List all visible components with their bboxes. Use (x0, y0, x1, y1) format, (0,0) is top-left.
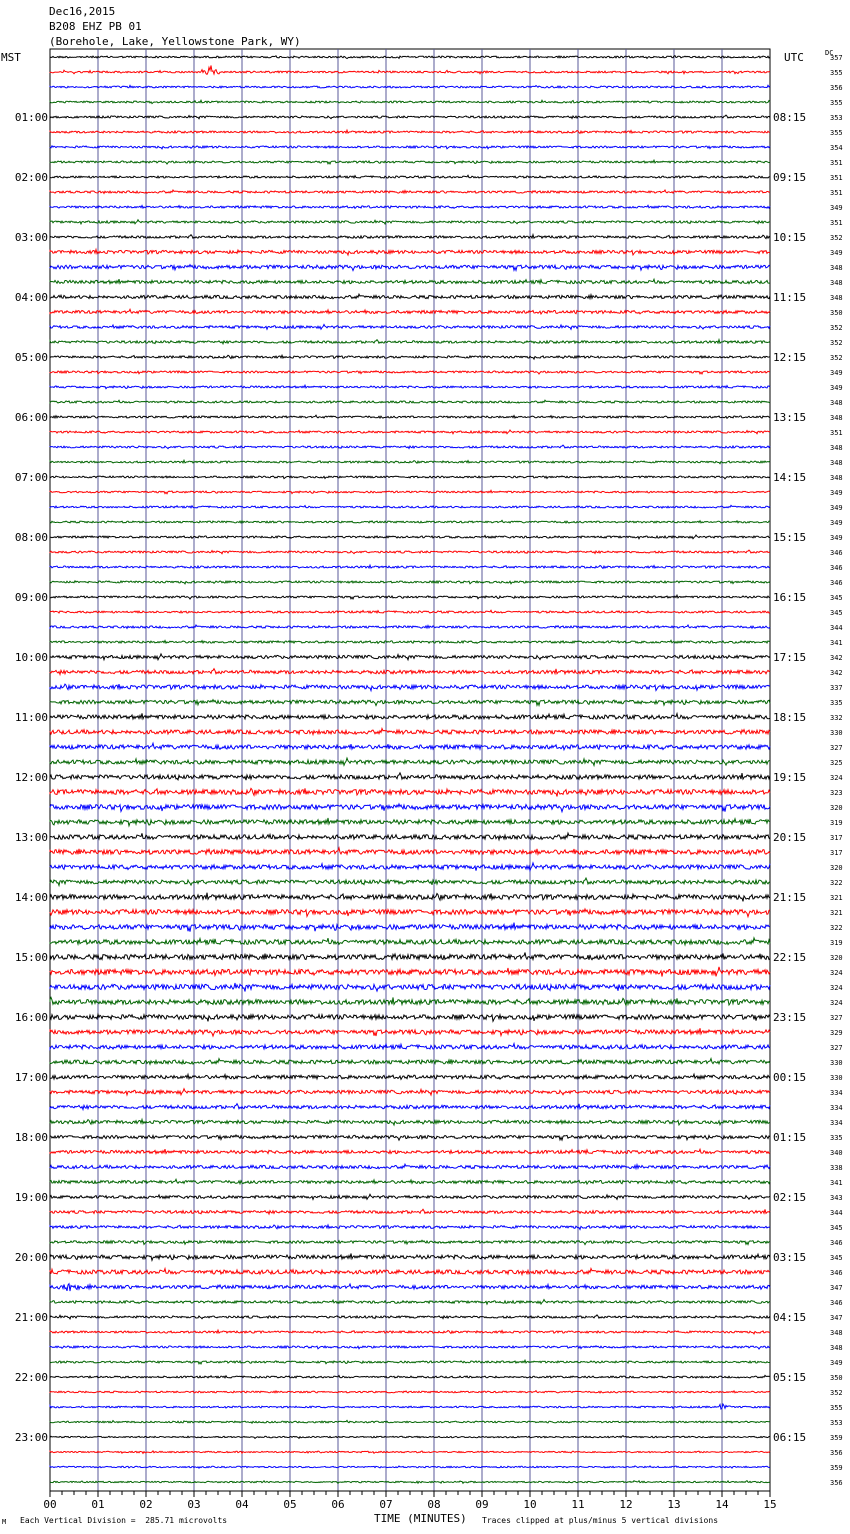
dc-offset-label: 332 (830, 714, 843, 722)
trace-row (50, 1028, 770, 1036)
x-tick-label: 08 (427, 1498, 441, 1511)
trace-row (50, 804, 770, 812)
left-hour-label: 21:00 (14, 1311, 48, 1324)
right-hour-label: 08:15 (773, 111, 807, 124)
dc-offset-label: 320 (830, 864, 843, 872)
trace-row (50, 953, 770, 960)
trace-row (50, 1284, 770, 1291)
trace-row (50, 520, 770, 523)
trace-row (50, 115, 770, 119)
plot-date: Dec16,2015 (49, 5, 116, 18)
dc-offset-label: 349 (830, 504, 843, 512)
dc-offset-label: 330 (830, 1059, 843, 1067)
trace-row (50, 833, 770, 840)
left-hour-label: 05:00 (14, 351, 48, 364)
x-tick-label: 02 (139, 1498, 153, 1511)
x-tick-label: 04 (235, 1498, 249, 1511)
trace-row (50, 130, 770, 133)
dc-offset-label: 355 (830, 69, 843, 77)
trace-row (50, 1120, 770, 1126)
x-tick-label: 05 (283, 1498, 297, 1511)
trace-row (50, 309, 770, 314)
trace-row (50, 100, 770, 103)
dc-offset-label: 350 (830, 1374, 843, 1382)
left-timezone-label: MST (1, 51, 21, 64)
left-hour-label: 10:00 (14, 651, 48, 664)
x-tick-label: 07 (379, 1498, 393, 1511)
x-tick-label: 03 (187, 1498, 201, 1511)
right-hour-label: 06:15 (773, 1431, 807, 1444)
right-hour-label: 21:15 (773, 891, 807, 904)
trace-row (50, 220, 770, 224)
dc-offset-label: 324 (830, 774, 843, 782)
trace-row (50, 490, 770, 493)
x-tick-label: 14 (715, 1498, 729, 1511)
left-hour-label: 13:00 (14, 831, 48, 844)
dc-offset-label: 352 (830, 339, 843, 347)
trace-row (50, 279, 770, 284)
trace-row (50, 1044, 770, 1049)
trace-row (50, 535, 770, 539)
trace-row (50, 758, 770, 765)
dc-offset-label: 346 (830, 579, 843, 587)
station-channel: B208 EHZ PB 01 (49, 20, 142, 33)
dc-offset-label: 335 (830, 1134, 843, 1142)
dc-offset-label: 319 (830, 819, 843, 827)
dc-offset-label: 345 (830, 609, 843, 617)
right-timezone-label: UTC (784, 51, 804, 64)
dc-offset-label: 353 (830, 1419, 843, 1427)
x-tick-label: 00 (43, 1498, 57, 1511)
left-hour-label: 23:00 (14, 1431, 48, 1444)
trace-row (50, 909, 770, 917)
dc-offset-label: 340 (830, 1149, 843, 1157)
dc-offset-label: 347 (830, 1284, 843, 1292)
x-tick-label: 06 (331, 1498, 345, 1511)
scale-note: Each Vertical Division = 285.71 microvolts (20, 1516, 228, 1525)
x-tick-label: 09 (475, 1498, 489, 1511)
dc-offset-label: 345 (830, 594, 843, 602)
left-hour-label: 18:00 (14, 1131, 48, 1144)
right-hour-label: 17:15 (773, 651, 807, 664)
right-hour-label: 03:15 (773, 1251, 807, 1264)
trace-row (50, 1420, 770, 1423)
trace-row (50, 1194, 770, 1199)
dc-offset-label: 351 (830, 159, 843, 167)
x-tick-label: 12 (619, 1498, 633, 1511)
trace-row (50, 729, 770, 735)
trace-row (50, 818, 770, 826)
trace-row (50, 294, 770, 299)
left-hour-label: 09:00 (14, 591, 48, 604)
trace-row (50, 1466, 770, 1468)
dc-offset-label: 348 (830, 1344, 843, 1352)
dc-offset-label: 349 (830, 369, 843, 377)
dc-offset-label: 348 (830, 459, 843, 467)
trace-row (50, 773, 770, 780)
trace-row (50, 415, 770, 418)
dc-offset-label: 352 (830, 354, 843, 362)
dc-offset-label: 349 (830, 489, 843, 497)
trace-row (50, 923, 770, 932)
left-hour-label: 19:00 (14, 1191, 48, 1204)
dc-offset-label: 348 (830, 444, 843, 452)
trace-row (50, 56, 770, 59)
trace-row (50, 1451, 770, 1454)
left-hour-label: 08:00 (14, 531, 48, 544)
trace-row (50, 788, 770, 796)
clip-note: Traces clipped at plus/minus 5 vertical divisions (482, 1516, 719, 1525)
dc-offset-label: 319 (830, 939, 843, 947)
trace-row (50, 205, 770, 208)
trace-row (50, 1149, 770, 1154)
left-hour-label: 17:00 (14, 1071, 48, 1084)
dc-offset-label: 355 (830, 99, 843, 107)
dc-offset-label: 327 (830, 1044, 843, 1052)
dc-offset-label: 350 (830, 309, 843, 317)
trace-row (50, 1375, 770, 1378)
left-hour-label: 22:00 (14, 1371, 48, 1384)
dc-offset-label: 325 (830, 759, 843, 767)
x-tick-label: 11 (571, 1498, 585, 1511)
dc-offset-label: 352 (830, 234, 843, 242)
dc-offset-label: 321 (830, 894, 843, 902)
trace-row (50, 669, 770, 675)
trace-row (50, 743, 770, 750)
trace-row (50, 848, 770, 855)
trace-row (50, 325, 770, 330)
dc-offset-label: 346 (830, 1299, 843, 1307)
trace-row (50, 581, 770, 584)
trace-row (50, 610, 770, 613)
trace-row (50, 460, 770, 463)
dc-offset-label: 335 (830, 699, 843, 707)
dc-offset-label: 324 (830, 969, 843, 977)
dc-offset-label: 327 (830, 1014, 843, 1022)
trace-row (50, 1300, 770, 1305)
dc-offset-label: 356 (830, 1449, 843, 1457)
dc-offset-label: 356 (830, 1479, 843, 1487)
dc-offset-label: 349 (830, 534, 843, 542)
dc-offset-label: 348 (830, 294, 843, 302)
left-hour-label: 16:00 (14, 1011, 48, 1024)
dc-offset-label: 348 (830, 414, 843, 422)
right-hour-label: 18:15 (773, 711, 807, 724)
trace-row (50, 175, 770, 178)
trace-row (50, 85, 770, 88)
trace-row (50, 700, 770, 706)
trace-row (50, 640, 770, 643)
dc-offset-label: 351 (830, 429, 843, 437)
right-hour-label: 19:15 (773, 771, 807, 784)
x-tick-label: 01 (91, 1498, 105, 1511)
right-hour-label: 04:15 (773, 1311, 807, 1324)
trace-row (50, 340, 770, 344)
dc-offset-label: 355 (830, 129, 843, 137)
left-hour-label: 03:00 (14, 231, 48, 244)
dc-offset-label: 341 (830, 639, 843, 647)
dc-offset-label: 330 (830, 1074, 843, 1082)
dc-offset-label: 347 (830, 1314, 843, 1322)
dc-offset-label: 353 (830, 114, 843, 122)
dc-offset-label: 349 (830, 204, 843, 212)
dc-offset-label: 351 (830, 189, 843, 197)
dc-offset-label: 359 (830, 1434, 843, 1442)
dc-offset-label: 349 (830, 1359, 843, 1367)
trace-row (50, 938, 770, 945)
dc-offset-label: 321 (830, 909, 843, 917)
dc-offset-label: 349 (830, 384, 843, 392)
dc-offset-label: 317 (830, 834, 843, 842)
dc-offset-label: 324 (830, 999, 843, 1007)
trace-row (50, 385, 770, 389)
trace-row (50, 430, 770, 434)
dc-offset-label: 320 (830, 954, 843, 962)
right-hour-label: 23:15 (773, 1011, 807, 1024)
right-hour-label: 22:15 (773, 951, 807, 964)
dc-offset-label: 338 (830, 1164, 843, 1172)
trace-row (50, 476, 770, 479)
trace-row (50, 565, 770, 568)
x-tick-label: 10 (523, 1498, 537, 1511)
left-hour-label: 04:00 (14, 291, 48, 304)
trace-row (50, 445, 770, 449)
trace-row (50, 190, 770, 193)
dc-offset-label: 345 (830, 1224, 843, 1232)
x-tick-label: 15 (763, 1498, 777, 1511)
dc-offset-label: 359 (830, 1464, 843, 1472)
dc-offset-label: 337 (830, 684, 843, 692)
trace-row (50, 250, 770, 256)
dc-offset-label: 348 (830, 1329, 843, 1337)
trace-row (50, 595, 770, 599)
dc-offset-label: 346 (830, 549, 843, 557)
dc-offset-label: 351 (830, 174, 843, 182)
trace-row (50, 863, 770, 871)
trace-row (50, 1330, 770, 1334)
dc-offset-label: 352 (830, 324, 843, 332)
trace-row (50, 1089, 770, 1095)
dc-offset-label: 349 (830, 519, 843, 527)
right-hour-label: 00:15 (773, 1071, 807, 1084)
dc-offset-label: 352 (830, 1389, 843, 1397)
trace-row (50, 1404, 770, 1409)
dc-offset-label: 349 (830, 249, 843, 257)
trace-row (50, 355, 770, 359)
trace-row (50, 1014, 770, 1021)
dc-offset-label: 356 (830, 84, 843, 92)
dc-offset-label: 317 (830, 849, 843, 857)
trace-row (50, 1346, 770, 1349)
left-hour-label: 20:00 (14, 1251, 48, 1264)
trace-row (50, 983, 770, 992)
dc-column-label: DC (825, 49, 834, 57)
trace-row (50, 400, 770, 403)
trace-row (50, 1209, 770, 1214)
dc-offset-label: 342 (830, 669, 843, 677)
dc-offset-label: 329 (830, 1029, 843, 1037)
dc-offset-label: 355 (830, 1404, 843, 1412)
right-hour-label: 01:15 (773, 1131, 807, 1144)
dc-offset-label: 322 (830, 924, 843, 932)
dc-offset-label: 348 (830, 399, 843, 407)
dc-offset-label: 344 (830, 1209, 843, 1217)
trace-row (50, 1269, 770, 1275)
trace-row (50, 1240, 770, 1244)
left-hour-label: 14:00 (14, 891, 48, 904)
dc-offset-label: 323 (830, 789, 843, 797)
right-hour-label: 15:15 (773, 531, 807, 544)
left-hour-label: 02:00 (14, 171, 48, 184)
left-hour-label: 06:00 (14, 411, 48, 424)
trace-row (50, 1315, 770, 1319)
trace-row (50, 505, 770, 508)
dc-offset-label: 348 (830, 264, 843, 272)
trace-row (50, 967, 770, 977)
trace-row (50, 265, 770, 271)
x-tick-label: 13 (667, 1498, 681, 1511)
dc-offset-label: 354 (830, 144, 843, 152)
trace-row (50, 160, 770, 164)
right-hour-label: 20:15 (773, 831, 807, 844)
trace-row (50, 371, 770, 374)
right-hour-label: 14:15 (773, 471, 807, 484)
trace-row (50, 1254, 770, 1261)
dc-offset-label: 322 (830, 879, 843, 887)
right-hour-label: 10:15 (773, 231, 807, 244)
trace-row (50, 1135, 770, 1140)
dc-offset-label: 346 (830, 1269, 843, 1277)
right-hour-label: 09:15 (773, 171, 807, 184)
left-hour-label: 12:00 (14, 771, 48, 784)
right-hour-label: 11:15 (773, 291, 807, 304)
dc-offset-label: 324 (830, 984, 843, 992)
footer-mark: M (2, 1518, 7, 1526)
dc-offset-label: 351 (830, 219, 843, 227)
trace-row (50, 713, 770, 719)
dc-offset-label: 348 (830, 474, 843, 482)
right-hour-label: 13:15 (773, 411, 807, 424)
dc-offset-label: 357 (830, 54, 843, 62)
trace-row (50, 654, 770, 660)
dc-offset-label: 341 (830, 1179, 843, 1187)
trace-row (50, 1059, 770, 1065)
dc-offset-label: 346 (830, 1239, 843, 1247)
trace-row (50, 1179, 770, 1184)
dc-offset-label: 344 (830, 624, 843, 632)
right-hour-label: 02:15 (773, 1191, 807, 1204)
right-hour-label: 16:15 (773, 591, 807, 604)
trace-row (50, 1164, 770, 1169)
left-hour-label: 11:00 (14, 711, 48, 724)
dc-offset-label: 327 (830, 744, 843, 752)
right-hour-label: 05:15 (773, 1371, 807, 1384)
dc-offset-label: 320 (830, 804, 843, 812)
trace-row (50, 550, 770, 554)
trace-row (50, 1225, 770, 1230)
dc-offset-label: 342 (830, 654, 843, 662)
x-axis-title: TIME (MINUTES) (374, 1512, 467, 1525)
dc-offset-label: 334 (830, 1104, 843, 1112)
trace-row (50, 1104, 770, 1110)
trace-row (50, 1074, 770, 1079)
trace-row (50, 1481, 770, 1484)
right-hour-label: 12:15 (773, 351, 807, 364)
trace-row (50, 878, 770, 885)
trace-row (50, 235, 770, 239)
left-hour-label: 07:00 (14, 471, 48, 484)
dc-offset-label: 346 (830, 564, 843, 572)
trace-row (50, 1391, 770, 1393)
trace-row (50, 684, 770, 691)
dc-offset-label: 334 (830, 1119, 843, 1127)
left-hour-label: 01:00 (14, 111, 48, 124)
trace-row (50, 893, 770, 902)
dc-offset-label: 348 (830, 279, 843, 287)
trace-row (50, 997, 770, 1005)
left-hour-label: 15:00 (14, 951, 48, 964)
station-site: (Borehole, Lake, Yellowstone Park, WY) (49, 35, 301, 48)
dc-offset-label: 334 (830, 1089, 843, 1097)
trace-row (50, 1436, 770, 1439)
dc-offset-label: 343 (830, 1194, 843, 1202)
trace-row (50, 1360, 770, 1364)
dc-offset-label: 330 (830, 729, 843, 737)
trace-row (50, 66, 770, 75)
trace-row (50, 146, 770, 149)
trace-row (50, 625, 770, 628)
dc-offset-label: 345 (830, 1254, 843, 1262)
